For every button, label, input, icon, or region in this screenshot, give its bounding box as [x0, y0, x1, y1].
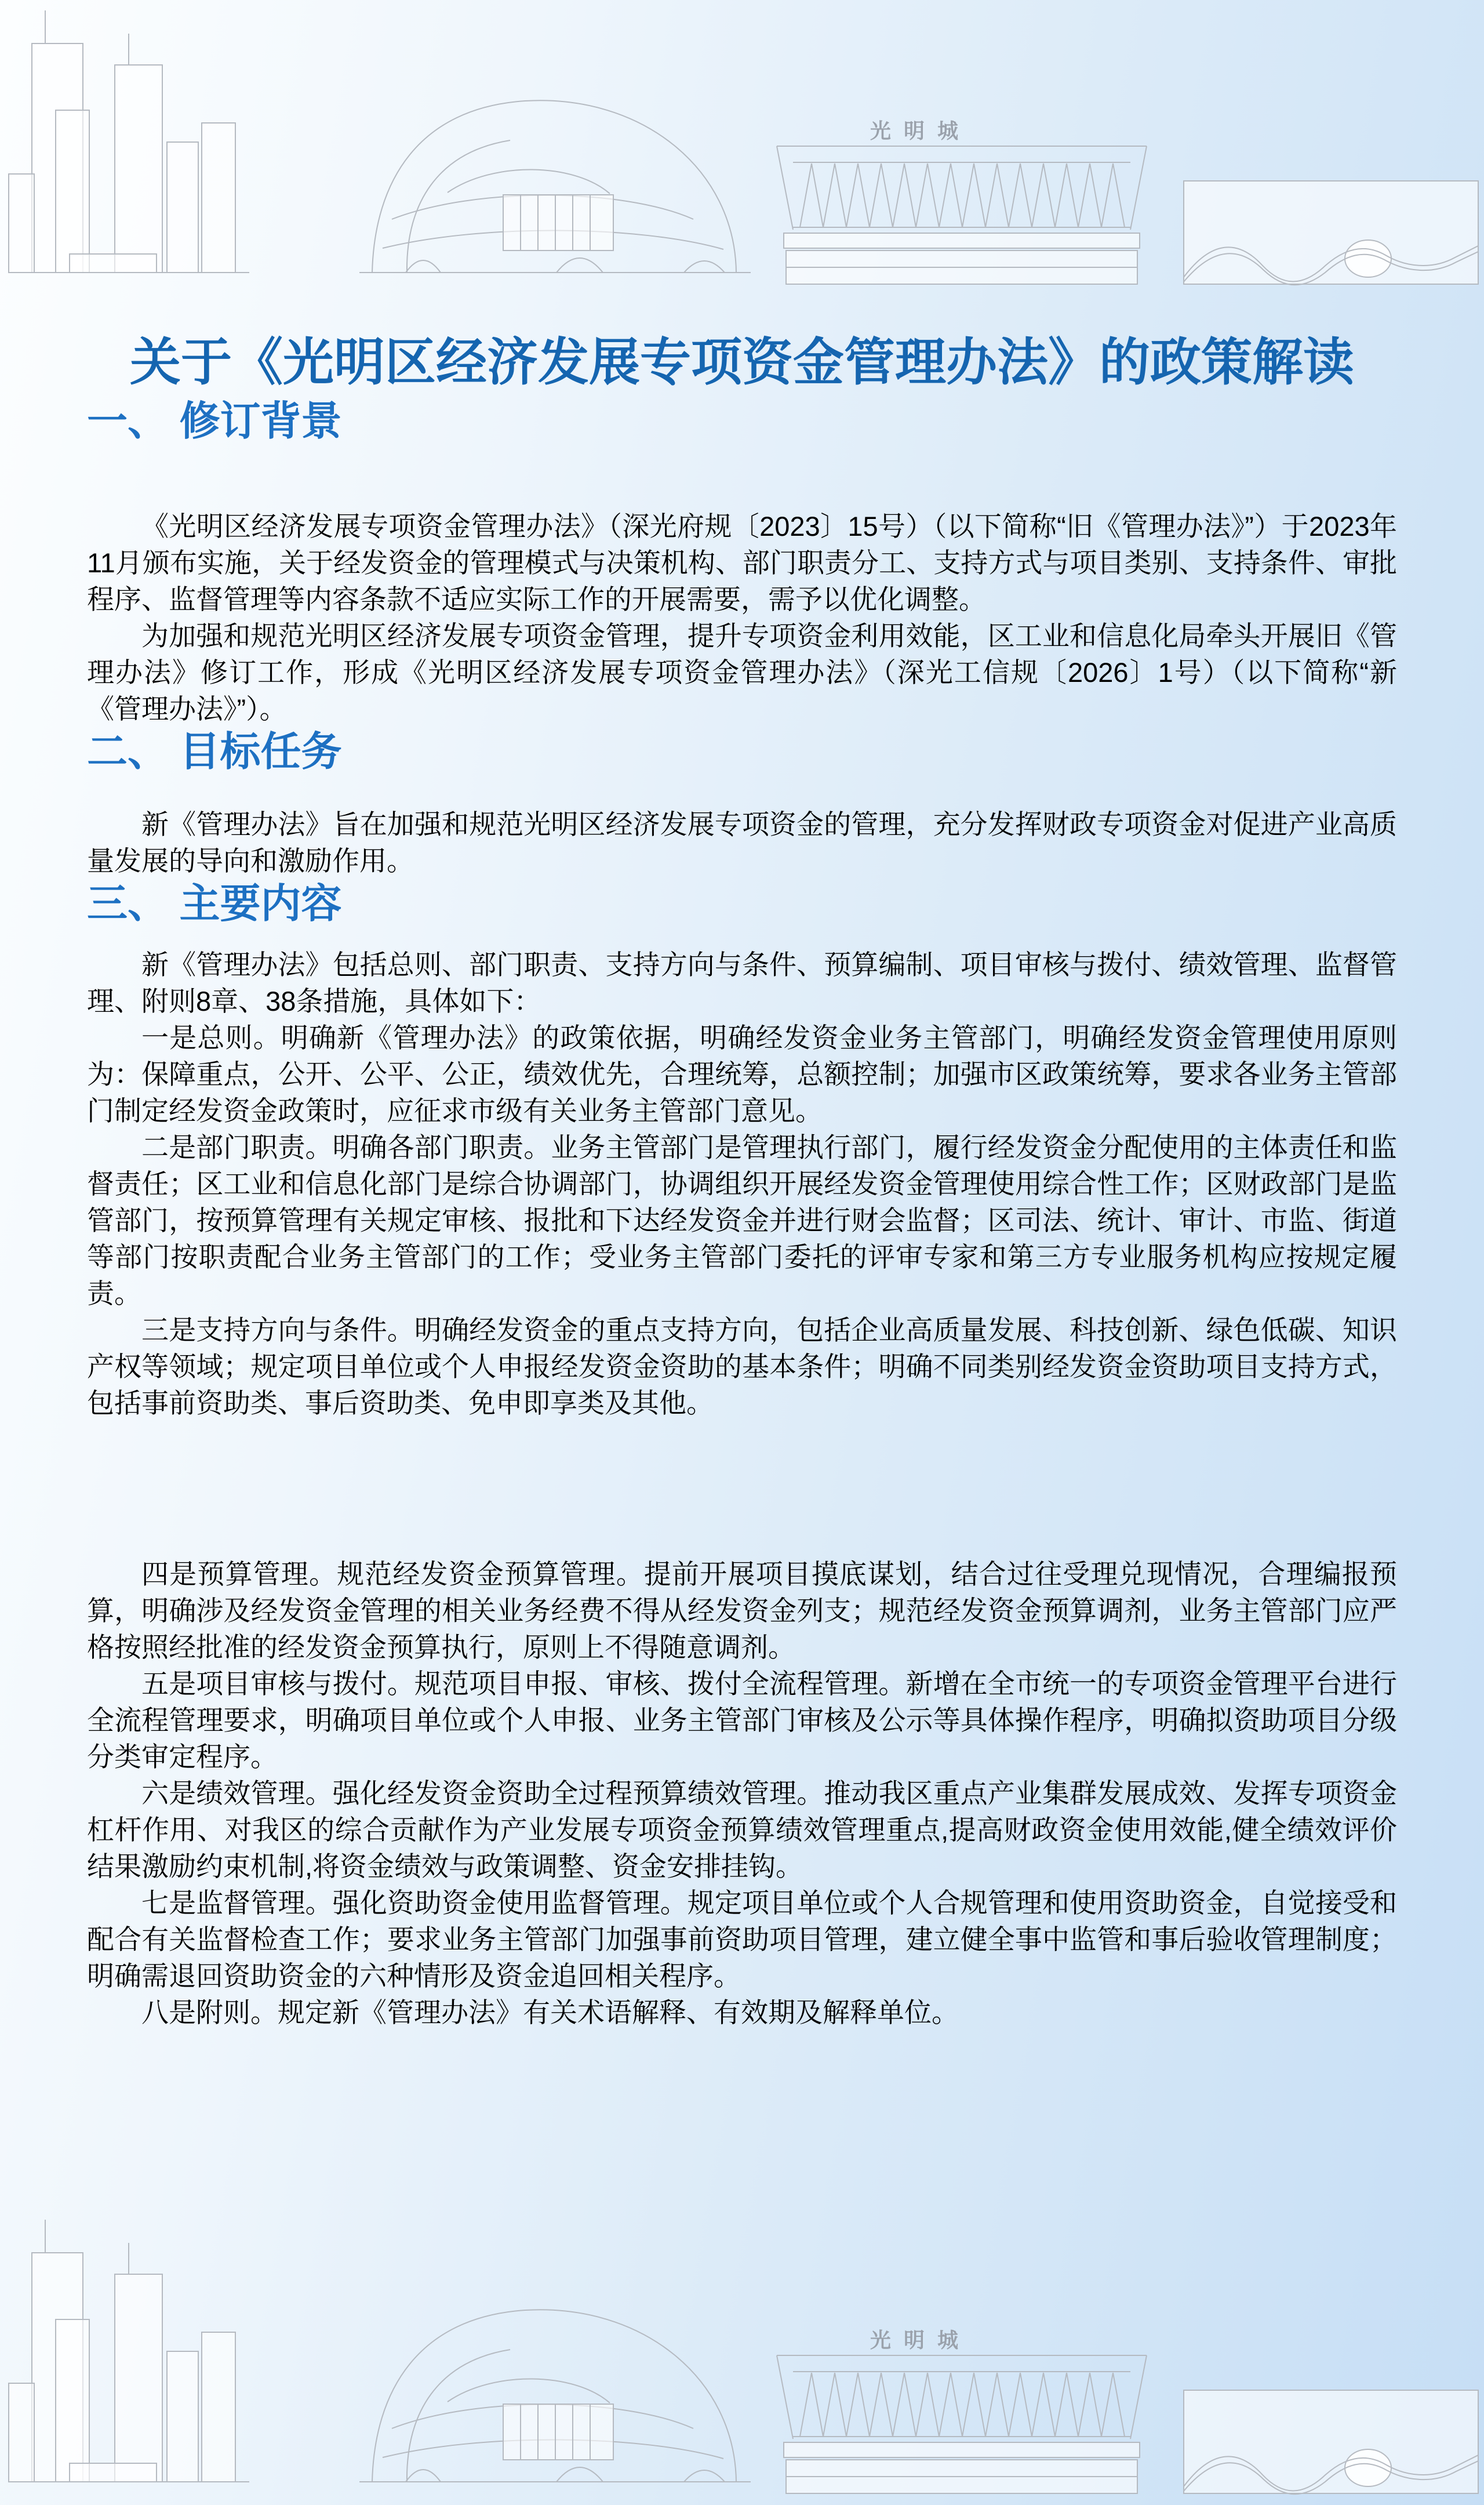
- page-title: 关于《光明区经济发展专项资金管理办法》的政策解读: [129, 335, 1354, 391]
- museum-illustration: [359, 100, 751, 273]
- policy-paragraph: 新《管理办法》包括总则、部门职责、支持方向与条件、预算编制、项目审核与拨付、绩效管理、监督管理、附则8章、38条措施，具体如下：: [87, 949, 1397, 1016]
- section-body-main-content-part1: [87, 946, 1397, 1421]
- article-content: [0, 331, 1484, 2031]
- policy-paragraph: 三是支持方向与条件。明确经发资金的重点支持方向，包括企业高质量发展、科技创新、绿色低碳、知识产权等领域；规定项目单位或个人申报经发资金资助的基本条件；明确不同类别经发资金资助项目支持方式，包括事前资助类、事后资助类、免申即享类及其他。: [87, 1315, 1397, 1418]
- city-skyline-copy: [9, 2220, 1478, 2494]
- policy-paragraph: 为加强和规范光明区经济发展专项资金管理，提升专项资金利用效能，区工业和信息化局牵头开展旧《管理办法》修订工作，形成《光明区经济发展专项资金管理办法》（深光工信规〔2026〕1号）（以下简称“新《管理办法》”）。: [87, 620, 1397, 724]
- policy-paragraph: 一是总则。明确新《管理办法》的政策依据，明确经发资金业务主管部门，明确经发资金管理使用原则为：保障重点，公开、公平、公正，绩效优先，合理统筹，总额控制；加强市区政策统筹，要求各业务主管部门制定经发资金政策时，应征求市级有关业务主管部门意见。: [87, 1022, 1397, 1126]
- city-name-label: 光明城: [870, 119, 972, 143]
- train-station-illustration: [777, 146, 1147, 284]
- exhibition-hall-illustration: [1184, 181, 1478, 285]
- city-skyline-bottom-illustration: [0, 2209, 1484, 2499]
- policy-paragraph: 《光明区经济发展专项资金管理办法》（深光府规〔2023〕15号）（以下简称“旧《管理办法》”）于2023年11月颁布实施，关于经发资金的管理模式与决策机构、部门职责分工、支持方式与项目类别、支持条件、审批程序、监督管理等内容条款不适应实际工作的开展需要，需予以优化调整。: [87, 511, 1397, 615]
- policy-paragraph: 六是绩效管理。强化经发资金资助全过程预算绩效管理。推动我区重点产业集群发展成效、发挥专项资金杠杆作用、对我区的综合贡献作为产业发展专项资金预算绩效管理重点,提高财政资金使用效能,健全绩效评价结果激励约束机制,将资金绩效与政策调整、资金安排挂钩。: [87, 1778, 1397, 1882]
- section-heading-main-content: 三、 主要内容: [87, 881, 342, 926]
- city-skyline-top-illustration: [0, 0, 1484, 290]
- policy-paragraph: 七是监督管理。强化资助资金使用监督管理。规定项目单位或个人合规管理和使用资助资金，自觉接受和配合有关监督检查工作；要求业务主管部门加强事前资助项目管理，建立健全事中监管和事后验收管理制度；明确需退回资助资金的六种情形及资金追回相关程序。: [87, 1887, 1397, 1991]
- skyscrapers-illustration: [9, 10, 249, 273]
- city-name-label: 光明城: [870, 2328, 972, 2352]
- policy-paragraph: 二是部门职责。明确各部门职责。业务主管部门是管理执行部门，履行经发资金分配使用的主体责任和监督责任；区工业和信息化部门是综合协调部门，协调组织开展经发资金管理使用综合性工作；区财政部门是监管部门，按预算管理有关规定审核、报批和下达经发资金并进行财会监督；区司法、统计、审计、市监、街道等部门按职责配合业务主管部门的工作；受业务主管部门委托的评审专家和第三方专业服务机构应按规定履责。: [87, 1132, 1397, 1309]
- policy-paragraph: 五是项目审核与拨付。规范项目申报、审核、拨付全流程管理。新增在全市统一的专项资金管理平台进行全流程管理要求，明确项目单位或个人申报、业务主管部门审核及公示等具体操作程序，明确拟资助项目分级分类审定程序。: [87, 1668, 1397, 1772]
- policy-paragraph: 八是附则。规定新《管理办法》有关术语解释、有效期及解释单位。: [141, 1997, 959, 2028]
- section-body-main-content-part2: [87, 1556, 1397, 2031]
- section-heading-goals-tasks: 二、 目标任务: [87, 729, 342, 774]
- section-body-revision-background: [87, 508, 1397, 727]
- section-heading-revision-background: 一、 修订背景: [87, 398, 342, 444]
- policy-paragraph: 四是预算管理。规范经发资金预算管理。提前开展项目摸底谋划，结合过往受理兑现情况，合理编报预算，明确涉及经发资金管理的相关业务经费不得从经发资金列支；规范经发资金预算调剂，业务主管部门应严格按照经批准的经发资金预算执行，原则上不得随意调剂。: [87, 1559, 1397, 1662]
- policy-paragraph: 新《管理办法》旨在加强和规范光明区经济发展专项资金的管理，充分发挥财政专项资金对促进产业高质量发展的导向和激励作用。: [87, 809, 1397, 876]
- section-body-goals-tasks: [87, 806, 1397, 879]
